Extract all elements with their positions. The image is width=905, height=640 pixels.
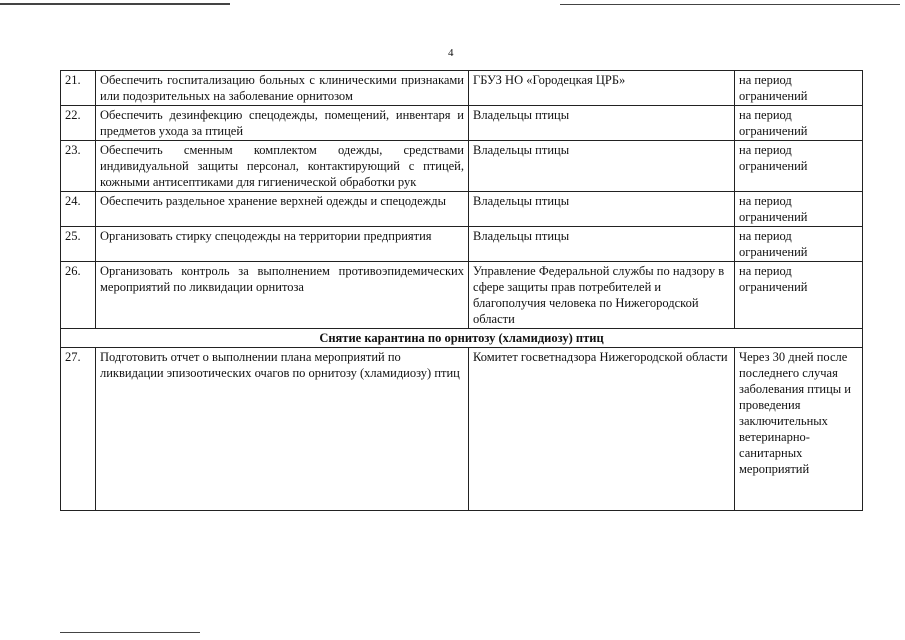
measures-table <box>60 70 863 511</box>
term-cell: на период ограничений <box>735 71 863 106</box>
row-number: 22. <box>61 106 96 141</box>
table-row <box>61 348 863 511</box>
row-number: 24. <box>61 192 96 227</box>
term-cell: на период ограничений <box>735 227 863 262</box>
responsible-cell: Владельцы птицы <box>469 141 735 192</box>
term-cell: Через 30 дней после последнего случая заболевания птицы и проведения заключительных ветеринарно-санитарных мероприятий <box>735 348 863 511</box>
row-number: 21. <box>61 71 96 106</box>
row-number: 25. <box>61 227 96 262</box>
term-cell: на период ограничений <box>735 192 863 227</box>
table-row <box>61 192 863 227</box>
page-number: 4 <box>448 47 454 59</box>
task-cell: Организовать контроль за выполнением противоэпидемических мероприятий по ликвидации орнитоза <box>96 262 469 329</box>
task-cell: Обеспечить дезинфекцию спецодежды, помещений, инвентаря и предметов ухода за птицей <box>96 106 469 141</box>
task-cell: Подготовить отчет о выполнении плана мероприятий по ликвидации эпизоотических очагов по орнитозу (хламидиозу) птиц <box>96 348 469 511</box>
term-cell: на период ограничений <box>735 106 863 141</box>
responsible-cell: Владельцы птицы <box>469 227 735 262</box>
task-cell: Организовать стирку спецодежды на территории предприятия <box>96 227 469 262</box>
section-row <box>61 329 863 348</box>
term-cell: на период ограничений <box>735 141 863 192</box>
task-cell: Обеспечить сменным комплектом одежды, средствами индивидуальной защиты персонал, контактирующий с птицей, кожными антисептиками для гигиенической обработки рук <box>96 141 469 192</box>
table-row <box>61 71 863 106</box>
term-cell: на период ограничений <box>735 262 863 329</box>
scan-artifact-top-left <box>0 3 230 5</box>
table-row <box>61 262 863 329</box>
row-number: 27. <box>61 348 96 511</box>
task-cell: Обеспечить госпитализацию больных с клиническими признаками или подозрительных на заболевание орнитозом <box>96 71 469 106</box>
scan-artifact-bottom <box>60 632 200 633</box>
row-number: 23. <box>61 141 96 192</box>
responsible-cell: Владельцы птицы <box>469 106 735 141</box>
row-number: 26. <box>61 262 96 329</box>
responsible-cell: Комитет госветнадзора Нижегородской области <box>469 348 735 511</box>
table-row <box>61 227 863 262</box>
task-cell: Обеспечить раздельное хранение верхней одежды и спецодежды <box>96 192 469 227</box>
responsible-cell: ГБУЗ НО «Городецкая ЦРБ» <box>469 71 735 106</box>
table-row <box>61 141 863 192</box>
scan-artifact-top-right <box>560 4 900 5</box>
responsible-cell: Управление Федеральной службы по надзору в сфере защиты прав потребителей и благополучия человека по Нижегородской области <box>469 262 735 329</box>
responsible-cell: Владельцы птицы <box>469 192 735 227</box>
section-title: Снятие карантина по орнитозу (хламидиозу) птиц <box>61 329 863 348</box>
table-row <box>61 106 863 141</box>
